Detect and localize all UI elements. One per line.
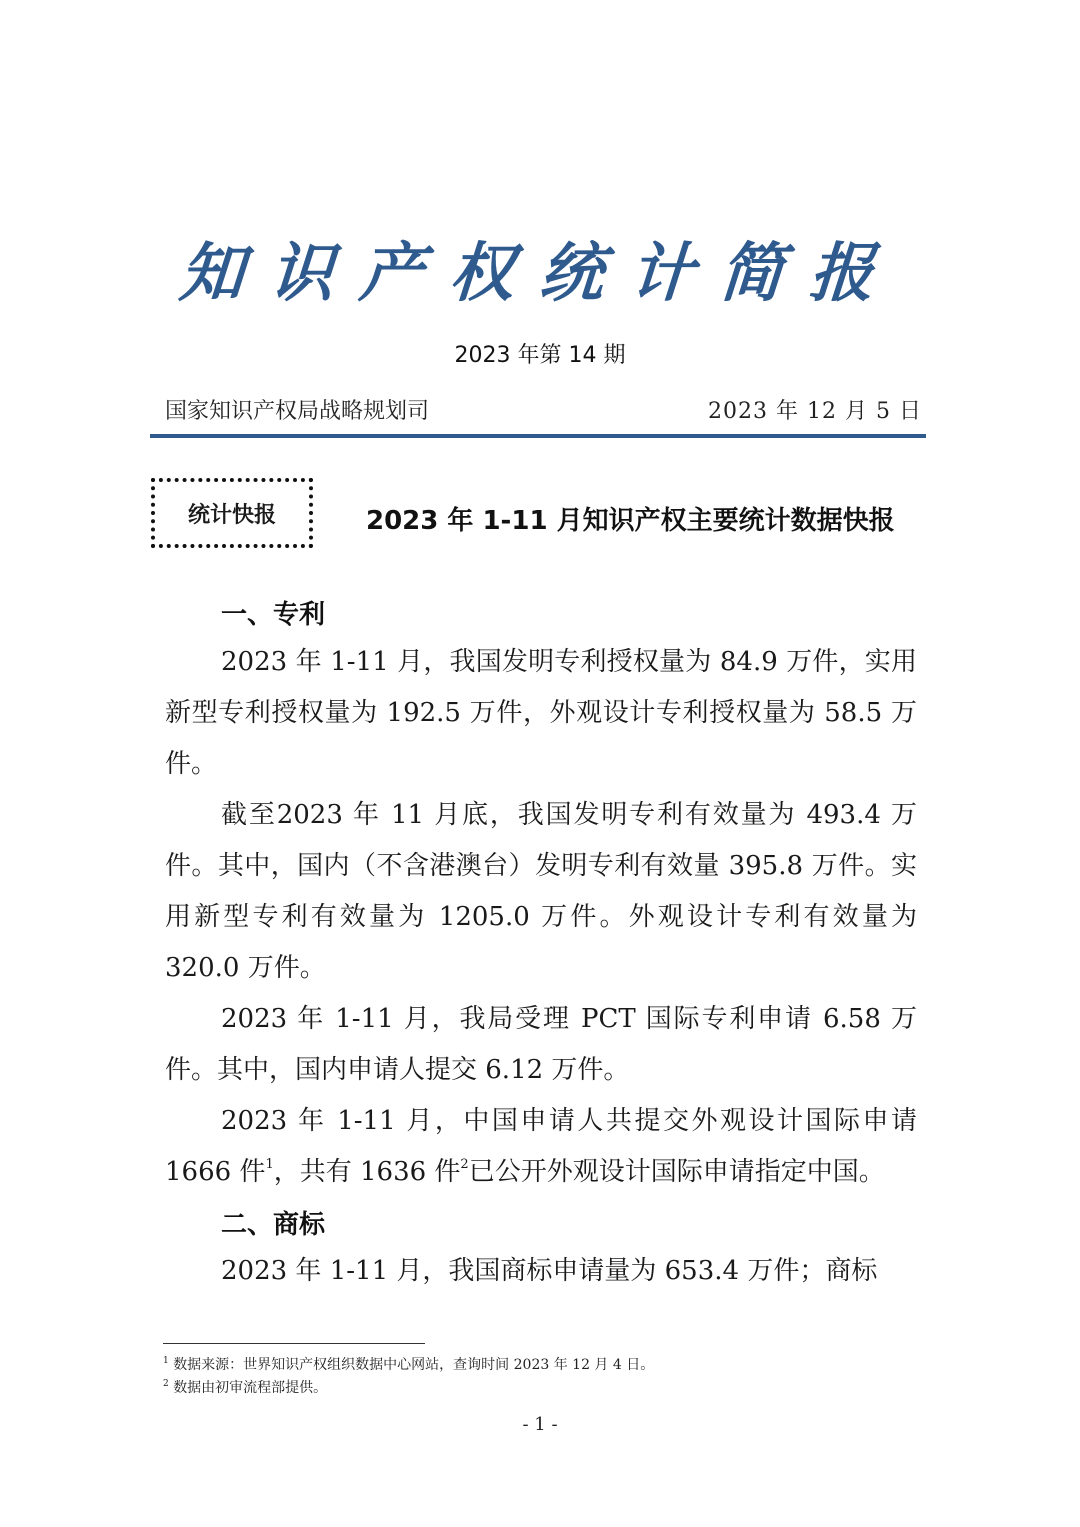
flash-report-badge	[151, 478, 313, 548]
section-heading-patents: 一、专利	[221, 600, 326, 630]
footnote-text: 数据由初审流程部提供。	[173, 1380, 328, 1396]
paragraph-text: 已公开外观设计国际申请指定中国。	[468, 1157, 885, 1187]
paragraph: 2023 年 1-11 月，我国发明专利授权量为 84.9 万件，实用新型专利授权量为 192.5 万件，外观设计专利授权量为 58.5 万件。	[165, 647, 917, 779]
footnote-1	[163, 1354, 654, 1374]
issuing-organization: 国家知识产权局战略规划司	[165, 399, 430, 424]
section-heading-trademarks: 二、商标	[221, 1210, 326, 1240]
paragraph: 2023 年 1-11 月，我国商标申请量为 653.4 万件；商标	[221, 1256, 878, 1286]
paragraph-text: ，共有 1636 件	[273, 1157, 461, 1187]
paragraph-text: 2023 年 1-11 月，中国申请人共提交外观设计国际申请 1666 件	[165, 1106, 917, 1187]
section-trademarks-body	[165, 1246, 917, 1297]
footnote-2	[163, 1377, 327, 1397]
report-headline: 2023 年 1-11 月知识产权主要统计数据快报	[366, 506, 895, 536]
footnote-ref-1: 1	[265, 1157, 274, 1172]
page-number: - 1 -	[522, 1414, 558, 1435]
footnote-mark: 1	[163, 1356, 169, 1366]
footnote-ref-2: 2	[460, 1157, 469, 1172]
footnote-mark: 2	[163, 1379, 169, 1389]
paragraph: 2023 年 1-11 月，我局受理 PCT 国际专利申请 6.58 万件。其中，国内申请人提交 6.12 万件。	[165, 1004, 917, 1085]
flash-report-label: 统计快报	[187, 502, 276, 528]
issue-number: 2023 年第 14 期	[454, 343, 626, 368]
masthead-title: 知识产权统计简报	[176, 236, 903, 311]
issue-date: 2023 年 12 月 5 日	[708, 399, 922, 424]
footnote-divider	[163, 1343, 425, 1344]
paragraph: 截至2023 年 11 月底，我国发明专利有效量为 493.4 万件。其中，国内（不含港澳台）发明专利有效量 395.8 万件。实用新型专利有效量为 1205.0 万件。外观设计专利有效量为 320.0 万件。	[165, 800, 917, 983]
footnote-text: 数据来源：世界知识产权组织数据中心网站，查询时间 2023 年 12 月 4 日。	[173, 1357, 655, 1373]
header-divider	[150, 434, 926, 438]
section-patents-body	[165, 637, 917, 1198]
paragraph	[165, 1096, 917, 1198]
